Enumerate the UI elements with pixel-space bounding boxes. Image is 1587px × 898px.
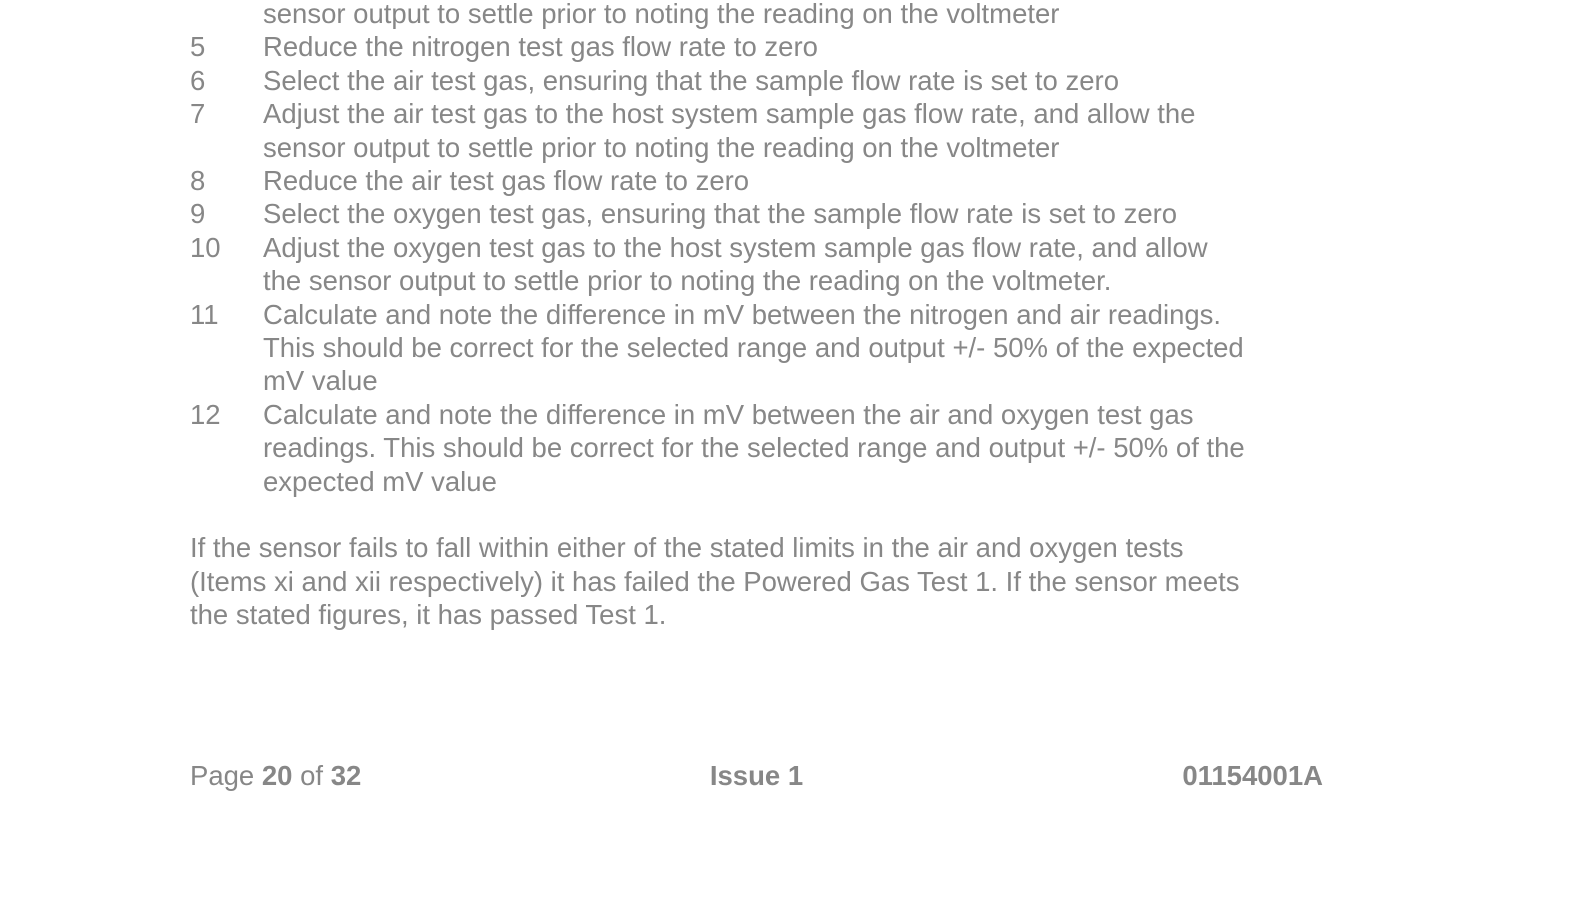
list-item xyxy=(190,164,1330,197)
text-line: Select the oxygen test gas, ensuring that the sample flow rate is set to zero xyxy=(263,198,1178,230)
page-footer xyxy=(190,759,1323,792)
list-item-text xyxy=(263,97,1330,164)
text-line: If the sensor fails to fall within either of the stated limits in the air and oxygen tests xyxy=(190,532,1184,564)
list-item-number: 11 xyxy=(190,298,219,330)
list-item-text xyxy=(263,64,1330,97)
list-item xyxy=(190,398,1330,498)
text-line: Reduce the nitrogen test gas flow rate to zero xyxy=(263,31,818,63)
text-line: the stated figures, it has passed Test 1. xyxy=(190,599,667,631)
text-line: Adjust the oxygen test gas to the host system sample gas flow rate, and allow xyxy=(263,231,1208,263)
result-paragraph xyxy=(190,531,1330,631)
document-content xyxy=(190,0,1330,632)
text-line: Select the air test gas, ensuring that the sample flow rate is set to zero xyxy=(263,64,1119,96)
list-item-number: 5 xyxy=(190,31,206,63)
text-line: the sensor output to settle prior to noting the reading on the voltmeter. xyxy=(263,265,1112,297)
list-item-number: 6 xyxy=(190,64,206,96)
footer-issue-label: Issue 1 xyxy=(709,760,804,791)
list-item-text xyxy=(263,30,1330,63)
list-item-text xyxy=(263,298,1330,398)
footer-page-total: 32 xyxy=(330,760,362,791)
list-item xyxy=(190,30,1330,63)
footer-page-label: Page xyxy=(190,760,255,791)
footer-page-info xyxy=(190,759,568,792)
text-line: Calculate and note the difference in mV between the nitrogen and air readings. xyxy=(263,298,1222,330)
list-item-text xyxy=(263,398,1330,498)
text-line: This should be correct for the selected range and output +/- 50% of the expected xyxy=(263,332,1244,364)
text-line: (Items xi and xii respectively) it has failed the Powered Gas Test 1. If the sensor meets xyxy=(190,565,1240,597)
footer-of-label: of xyxy=(300,760,324,791)
text-line: Reduce the air test gas flow rate to zero xyxy=(263,165,750,197)
text-line: sensor output to settle prior to noting the reading on the voltmeter xyxy=(263,131,1060,163)
list-item-number: 12 xyxy=(190,398,221,430)
footer-page-number: 20 xyxy=(261,760,293,791)
footer-doc-number-text: 01154001A xyxy=(1182,760,1324,791)
list-item xyxy=(190,64,1330,97)
list-item xyxy=(190,298,1330,398)
list-item-text xyxy=(263,164,1330,197)
list-item xyxy=(190,197,1330,230)
footer-issue xyxy=(568,759,946,792)
list-item xyxy=(190,97,1330,164)
list-item-continuation-line: sensor output to settle prior to noting the reading on the voltmeter xyxy=(263,0,1060,29)
text-line: Adjust the air test gas to the host system sample gas flow rate, and allow the xyxy=(263,98,1196,130)
text-line: mV value xyxy=(263,365,378,397)
list-item-text xyxy=(263,231,1330,298)
list-item-text xyxy=(263,197,1330,230)
list-item-number: 7 xyxy=(190,98,206,130)
text-line: readings. This should be correct for the selected range and output +/- 50% of the xyxy=(263,432,1245,464)
list-item-number: 8 xyxy=(190,165,206,197)
list-item-number: 10 xyxy=(190,231,221,263)
text-line: expected mV value xyxy=(263,465,497,497)
footer-doc-number xyxy=(945,759,1323,792)
list-item xyxy=(190,231,1330,298)
list-item-number: 9 xyxy=(190,198,206,230)
text-line: Calculate and note the difference in mV between the air and oxygen test gas xyxy=(263,398,1194,430)
